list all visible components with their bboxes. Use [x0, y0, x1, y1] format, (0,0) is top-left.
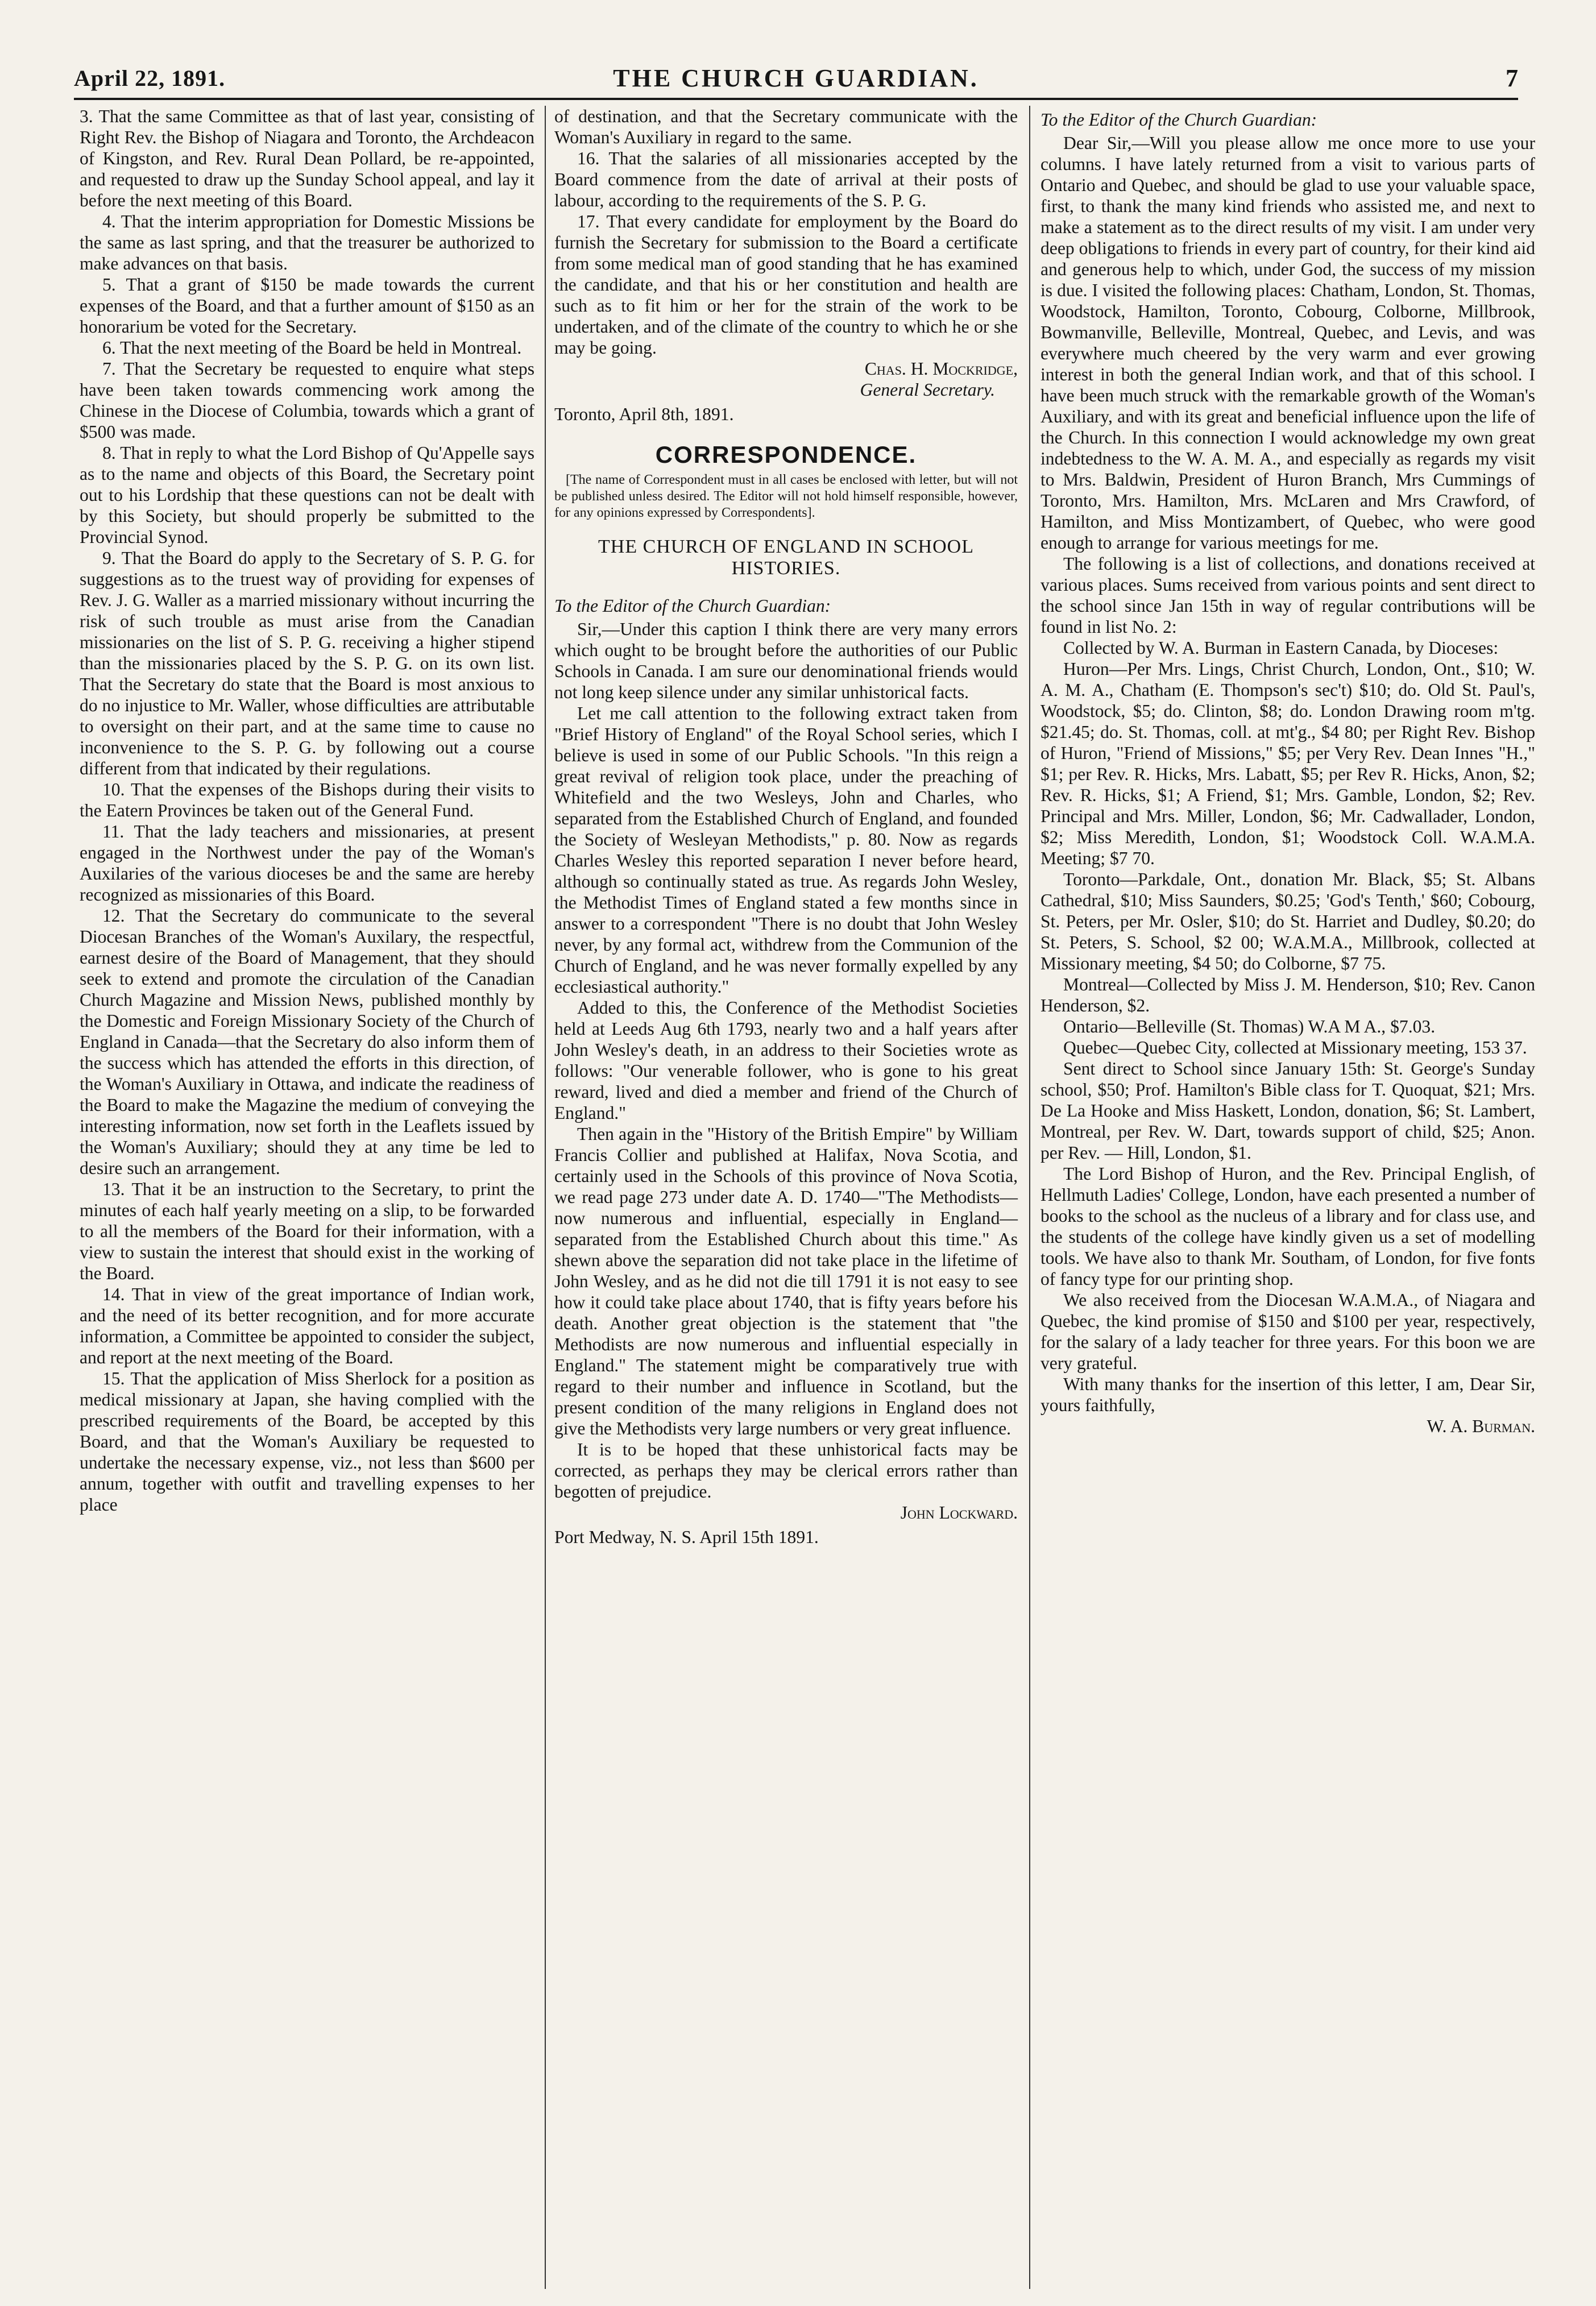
- letter-paragraph: Sent direct to School since January 15th: St. George's Sunday school, $50; Prof. Hamilton's Bible class for T. Quoquat, $21; Mrs. De La Hooke and Miss Haskett, London, donation, $6; St. Lambert, Montreal, per Rev. W. Dart, towards support of child, $25; Anon. per Rev. — Hill, London, $1.: [1040, 1059, 1535, 1163]
- resolution-paragraph: 9. That the Board do apply to the Secretary of S. P. G. for suggestions as to the truest way of providing for expenses of Rev. J. G. Waller as a married missionary without incurring the risk of such trouble as must arise from the Canadian missionaries on the list of S. P. G. receiving a higher stipend than the missionaries placed by the S. P. G. on its own list. That the Secretary do state that the Board is most anxious to do no injustice to Mr. Waller, whose difficulties are attributable to oversight on their part, and at the same time to cause no inconvenience to the S. P. G. by following out a course different from that indicated by their regulations.: [80, 548, 534, 778]
- letter-paragraph: Dear Sir,—Will you please allow me once more to use your columns. I have lately returned from a visit to various parts of Ontario and Quebec, and should be glad to use your valuable space, first, to thank the many kind friends who assisted me, and next to make a statement as to the direct results of my visit. I am under very deep obligations to friends in every part of country, for their kind aid and generous help to which, under God, the success of my mission is due. I visited the following places: Chatham, London, St. Thomas, Woodstock, Hamilton, Toronto, Cobourg, Colborne, Millbrook, Bowmanville, Belleville, Montreal, Quebec, and Levis, and was everywhere much cheered by the very warm and ever growing interest in both the general Indian work, and that of this school. I have been much struck with the remarkable growth of the Woman's Auxiliary, and with its great and beneficial influence upon the life of the Church. In this connection I would acknowledge my own great indebtedness to the W. A. M. A., and especially as regards my visit to Mrs. Baldwin, President of Huron Branch, Mrs Cummings of Toronto, Mrs. Hamilton, Mrs. McLaren and Mrs Crawford, of Hamilton, and Miss Montizambert, of Quebec, who were good enough to arrange for various meetings for me.: [1040, 133, 1535, 553]
- letter-paragraph: Huron—Per Mrs. Lings, Christ Church, London, Ont., $10; W. A. M. A., Chatham (E. Thompson's sec't) $10; do. Old St. Paul's, Woodstock, $5; do. Clinton, $8; do. London Drawing room m'tg. $21.45; do. St. Thomas, coll. at mt'g., $4 80; per Right Rev. Bishop of Huron, "Friend of Missions," $5; per Very Rev. Dean Innes "H.," $1; per Rev. R. Hicks, Mrs. Labatt, $5; per Rev R. Hicks, Anon, $2; Rev. R. Hicks, $1; A Friend, $1; Mrs. Gamble, London, $2; Rev. Principal and Mrs. Miller, London, $6; Mr. Cadwallader, London, $2; Miss Meredith, London, $1; Woodstock Coll. W.A.M.A. Meeting; $7 70.: [1040, 659, 1535, 868]
- letter-salutation: To the Editor of the Church Guardian:: [1040, 110, 1317, 130]
- resolution-paragraph: 14. That in view of the great importance of Indian work, and the need of its better recognition, and for more accurate information, a Committee be appointed to consider the subject, and report at the next meeting of the Board.: [80, 1284, 534, 1367]
- resolution-paragraph: 5. That a grant of $150 be made towards the current expenses of the Board, and that a further amount of $150 as an honorarium be voted for the Secretary.: [80, 275, 534, 337]
- letter-paragraph: Toronto—Parkdale, Ont., donation Mr. Black, $5; St. Albans Cathedral, $10; Miss Saunders, $0.25; 'God's Tenth,' $60; Cobourg, St. Peters, per Mr. Osler, $10; do St. Harriet and Dudley, $0.20; do St. Peters, S. School, $2 00; W.A.M.A., Millbrook, collected at Missionary meeting, $4 50; do Colborne, $7 75.: [1040, 869, 1535, 973]
- letter-paragraph: We also received from the Diocesan W.A.M.A., of Niagara and Quebec, the kind promise of $150 and $100 per year, respectively, for the salary of a lady teacher for three years. For this boon we are very grateful.: [1040, 1290, 1535, 1373]
- column-divider-2: [1029, 106, 1030, 2289]
- letter-signature-name: John Lockward.: [900, 1503, 1018, 1523]
- letter-paragraph: Quebec—Quebec City, collected at Missionary meeting, 153 37.: [1063, 1038, 1527, 1057]
- letter-paragraph: It is to be hoped that these unhistorical facts may be corrected, as perhaps they may be clerical errors rather than begotten of prejudice.: [554, 1440, 1018, 1502]
- letter-paragraph: Montreal—Collected by Miss J. M. Henderson, $10; Rev. Canon Henderson, $2.: [1040, 974, 1535, 1015]
- page-number: 7: [1506, 64, 1518, 92]
- letter-signature: [1040, 1416, 1535, 1437]
- resolution-paragraph: 4. That the interim appropriation for Domestic Missions be the same as last spring, and that the treasurer be authorized to make advances on that basis.: [80, 211, 534, 273]
- column-divider-1: [545, 106, 546, 2289]
- letter-paragraph: The following is a list of collections, and donations received at various places. Sums received from various points and sent direct to the school since Jan 15th in way of regular contributions will be found in list No. 2:: [1040, 554, 1535, 637]
- resolution-paragraph: 7. That the Secretary be requested to enquire what steps have been taken towards commencing work among the Chinese in the Diocese of Columbia, towards which a grant of $500 was made.: [80, 359, 534, 442]
- letter-salutation: To the Editor of the Church Guardian:: [554, 596, 831, 616]
- resolution-paragraph: 10. That the expenses of the Bishops during their visits to the Eatern Provinces be taken out of the General Fund.: [80, 779, 534, 820]
- resolution-paragraph: 12. That the Secretary do communicate to the several Diocesan Branches of the Woman's Auxilary, the respectful, earnest desire of the Board of Management, that they should seek to extend and promote the circulation of the Canadian Church Magazine and Mission News, published monthly by the Domestic and Foreign Missionary Society of the Church of England in Canada—that the Secretary do also inform them of the success which has attended the efforts in this direction, of the Woman's Auxiliary in Ottawa, and indicate the readiness of the Board to make the Magazine the medium of conveying the interesting information, now set forth in the Leaflets issued by the Woman's Auxiliary; should they at any time be led to desire such an arrangement.: [80, 906, 534, 1178]
- resolution-paragraph: 13. That it be an instruction to the Secretary, to print the minutes of each half yearly meeting on a slip, to be forwarded to all the members of the Board for their information, with a view to sustain the interest that should exist in the working of the Board.: [80, 1179, 534, 1283]
- resolution-paragraph: 8. That in reply to what the Lord Bishop of Qu'Appelle says as to the name and objects of this Board, the Secretary point out to his Lordship that these questions can not be dealt with by this Society, but should properly be submitted to the Provincial Synod.: [80, 443, 534, 547]
- resolution-paragraph: 3. That the same Committee as that of last year, consisting of Right Rev. the Bishop of Niagara and Toronto, the Archdeacon of Kingston, and Rev. Rural Dean Pollard, be re-appointed, and requested to draw up the Sunday School appeal, and lay it before the next meeting of this Board.: [80, 106, 534, 210]
- column-3: [1040, 106, 1535, 2289]
- letter-paragraph: Let me call attention to the following extract taken from "Brief History of England" of the Royal School series, which I believe is used in some of our Public Schools. "In this reign a great revival of religion took place, under the preaching of Whitefield and the two Wesleys, John and Charles, who separated from the Established Church of England, and founded the Society of Wesleyan Methodists," p. 80. Now as regards Charles Wesley this reported separation I never before heard, although so continually stated as true. As regards John Wesley, the Methodist Times of England stated a few months since in answer to a correspondent "There is no doubt that John Wesley never, by any formal act, withdrew from the Communion of the Church of England, and he was never formally expelled by any ecclesiastical authority.": [554, 703, 1018, 997]
- signature-title: General Secretary.: [860, 380, 995, 400]
- letter-paragraph: Ontario—Belleville (St. Thomas) W.A M A., $7.03.: [1063, 1017, 1436, 1036]
- letter-dateline: Port Medway, N. S. April 15th 1891.: [554, 1527, 819, 1547]
- resolution-paragraph: 16. That the salaries of all missionaries accepted by the Board commence from the date of arrival at their posts of labour, according to the requirements of the S. P. G.: [554, 148, 1018, 210]
- column-2: [554, 106, 1018, 2289]
- minutes-dateline: Toronto, April 8th, 1891.: [554, 404, 734, 424]
- page-header: [74, 61, 1518, 100]
- letter-signature: [554, 1502, 1018, 1523]
- column-1: [80, 106, 534, 2289]
- letter-paragraph: With many thanks for the insertion of this letter, I am, Dear Sir, yours faithfully,: [1040, 1374, 1535, 1415]
- continued-paragraph: of destination, and that the Secretary communicate with the Woman's Auxiliary in regard to the same.: [554, 106, 1018, 147]
- resolution-paragraph: 6. That the next meeting of the Board be held in Montreal.: [102, 338, 522, 358]
- letter-paragraph: The Lord Bishop of Huron, and the Rev. Principal English, of Hellmuth Ladies' College, London, have each presented a number of books to the school as the nucleus of a library and for class use, and the students of the college have kindly given us a set of modelling tools. We have also to thank Mr. Southam, of London, for five fonts of fancy type for our printing shop.: [1040, 1164, 1535, 1289]
- signature-name: Chas. H. Mockridge,: [864, 359, 1018, 379]
- resolution-paragraph: 11. That the lady teachers and missionaries, at present engaged in the Northwest under the pay of the Woman's Auxilaries of the various dioceses be and the same are hereby recognized as missionaries of this Board.: [80, 822, 534, 905]
- resolution-paragraph: 15. That the application of Miss Sherlock for a position as medical missionary at Japan, she having complied with the prescribed requirements of the Board, be accepted by this Board, and that the Woman's Auxiliary be requested to undertake the necessary expense, viz., not less than $600 per annum, together with outfit and travelling expenses to her place: [80, 1368, 534, 1515]
- letter-paragraph: Collected by W. A. Burman in Eastern Canada, by Dioceses:: [1063, 638, 1499, 658]
- issue-date: April 22, 1891.: [74, 65, 226, 91]
- masthead-title: THE CHURCH GUARDIAN.: [613, 64, 979, 92]
- minutes-signature: [554, 358, 1018, 400]
- resolution-paragraph: 17. That every candidate for employment by the Board do furnish the Secretary for submission to the Board a certificate from some medical man of good standing that he has examined the candidate, and that his or her constitution and health are such as to fit him or her for the strain of the work to be undertaken, and of the climate of the country to which he or she may be going.: [554, 211, 1018, 358]
- editorial-note: [The name of Correspondent must in all cases be enclosed with letter, but will not be published unless desired. The Editor will not hold himself responsible, however, for any opinions expressed by Correspondents].: [554, 472, 1018, 520]
- letter-signature-name: W. A. Burman.: [1427, 1416, 1535, 1436]
- letter-paragraph: Then again in the "History of the British Empire" by William Francis Collier and published at Halifax, Nova Scotia, and certainly used in the Schools of this province of Nova Scotia, we read page 273 under date A. D. 1740—"The Methodists—now numerous and influential, especially in England—separated from the Established Church about this time." As shewn above the separation did not take place in the lifetime of John Wesley, and as he did not die till 1791 it is not easy to see how it could take place about 1740, that is fifty years before his death. Another great objection is the statement that "the Methodists are now numerous and influential especially in England." The statement might be comparatively true with regard to their number and influence in Scotland, but the present condition of the many religions in England does not give the Methodists very large numbers or very great influence.: [554, 1124, 1018, 1438]
- section-heading: CORRESPONDENCE.: [655, 441, 917, 468]
- article-title: THE CHURCH OF ENGLAND IN SCHOOL HISTORIES.: [598, 536, 974, 579]
- letter-paragraph: Added to this, the Conference of the Methodist Societies held at Leeds Aug 6th 1793, nearly two and a half years after John Wesley's death, in an address to their Societies wrote as follows: "Our venerable follower, who is gone to his great reward, lived and died a member and friend of the Church of England.": [554, 998, 1018, 1123]
- letter-paragraph: Sir,—Under this caption I think there are very many errors which ought to be brought before the authorities of our Public Schools in Canada. I am sure our denominational friends would not long keep silence under any similar unhistorical facts.: [554, 619, 1018, 702]
